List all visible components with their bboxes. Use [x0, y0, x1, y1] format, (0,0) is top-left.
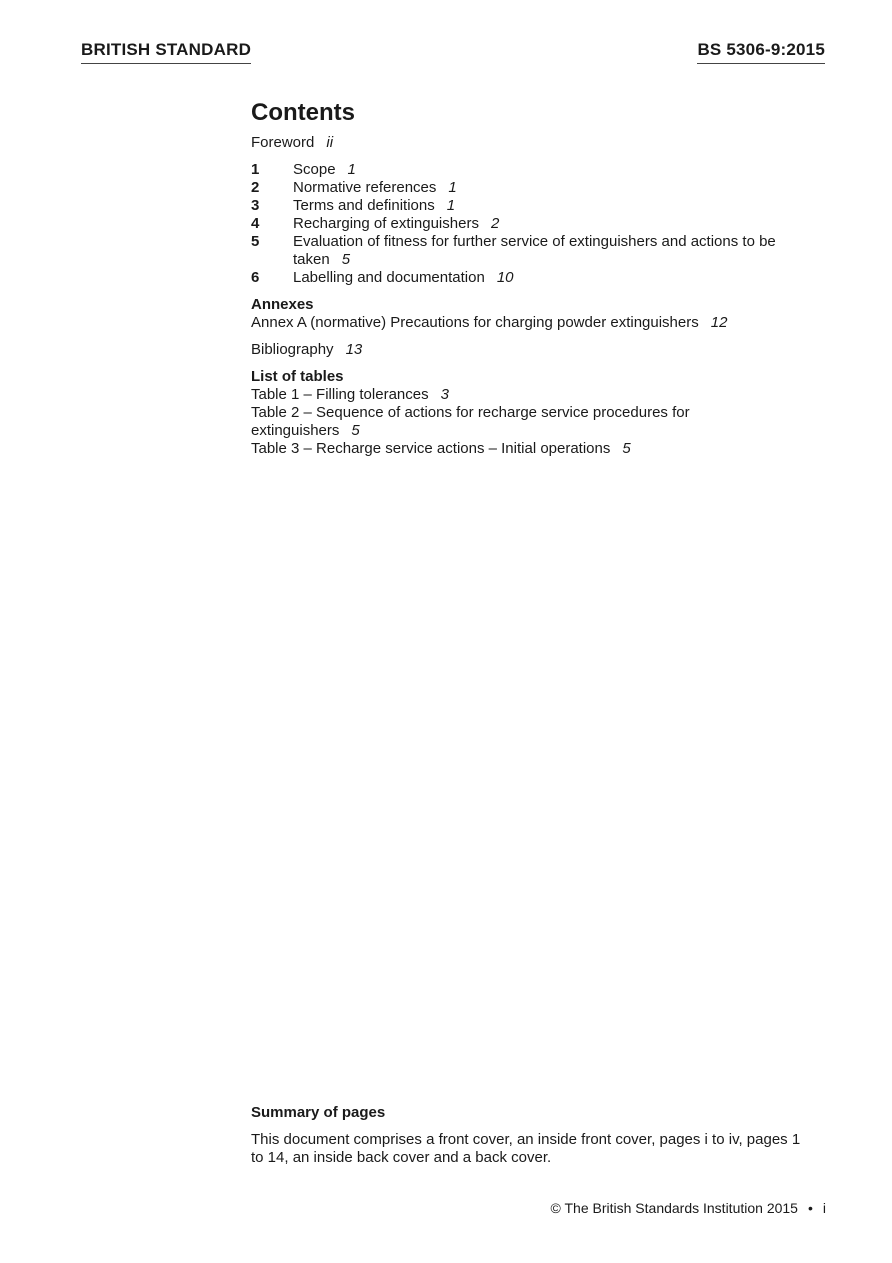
toc-clause-number: 6 — [251, 269, 260, 286]
toc-table-label: Table 3 – Recharge service actions – Initial operations — [251, 440, 611, 457]
toc-table-1[interactable] — [251, 386, 811, 404]
toc-bibliography[interactable] — [251, 341, 811, 359]
toc-clause-label: Labelling and documentation — [293, 269, 485, 286]
toc-table-label: Table 2 – Sequence of actions for recharge service procedures for extinguishers — [251, 404, 690, 439]
toc-annex-a[interactable] — [251, 314, 811, 332]
toc-clause-5[interactable] — [251, 233, 811, 269]
toc-clause-page: 1 — [347, 161, 356, 178]
toc-annex-label: Annex A (normative) Precautions for charging powder extinguishers — [251, 314, 699, 331]
toc-clause-number: 4 — [251, 215, 260, 232]
toc-clause-label: Recharging of extinguishers — [293, 215, 479, 232]
header-standard-number: BS 5306-9:2015 — [697, 40, 825, 64]
header-left-title: BRITISH STANDARD — [81, 40, 251, 64]
contents-title: Contents — [251, 99, 355, 126]
toc-annex-page: 12 — [710, 314, 728, 331]
toc-foreword-page: ii — [326, 134, 334, 151]
toc-clause-number: 5 — [251, 233, 260, 250]
toc-clause-label: Terms and definitions — [293, 197, 435, 214]
summary-text: This document comprises a front cover, an inside front cover, pages i to iv, pages 1 to 14, an inside back cover and a back cover. — [251, 1131, 801, 1166]
footer-bullet: • — [807, 1200, 813, 1216]
footer-copyright: © The British Standards Institution 2015 — [550, 1200, 798, 1216]
toc-table-3[interactable] — [251, 440, 811, 458]
toc-clause-4[interactable] — [251, 215, 811, 233]
toc-clause-page: 1 — [448, 179, 457, 196]
toc-clause-label: Evaluation of fitness for further service of extinguishers and actions to be taken — [293, 233, 776, 268]
toc-table-2[interactable] — [251, 404, 811, 440]
toc-foreword[interactable] — [251, 134, 811, 152]
toc-clause-number: 2 — [251, 179, 260, 196]
summary-of-pages — [251, 1104, 811, 1167]
contents-section — [251, 98, 811, 467]
toc-table-label: Table 1 – Filling tolerances — [251, 386, 429, 403]
toc-clause-1[interactable] — [251, 161, 811, 179]
toc-clause-2[interactable] — [251, 179, 811, 197]
toc-bibliography-label: Bibliography — [251, 341, 334, 358]
toc-clause-page: 2 — [490, 215, 500, 232]
toc-foreword-label: Foreword — [251, 134, 315, 151]
toc-clause-3[interactable] — [251, 197, 811, 215]
toc-clause-page: 5 — [341, 251, 351, 268]
toc-clause-number: 3 — [251, 197, 260, 214]
footer-page-number: i — [822, 1200, 826, 1216]
toc-annexes-heading: Annexes — [251, 296, 314, 313]
toc-clause-number: 1 — [251, 161, 260, 178]
toc-tables-heading: List of tables — [251, 368, 344, 385]
toc-table-page: 5 — [351, 422, 360, 439]
toc-table-page: 5 — [622, 440, 631, 457]
toc-annexes — [251, 296, 811, 332]
toc-clause-page: 10 — [496, 269, 514, 286]
toc-table-page: 3 — [440, 386, 449, 403]
page-footer — [551, 1199, 826, 1217]
toc-clause-6[interactable] — [251, 269, 811, 287]
toc-clause-label: Scope — [293, 161, 336, 178]
toc-list-of-tables — [251, 368, 811, 458]
toc-clause-page: 1 — [446, 197, 456, 214]
toc-clause-label: Normative references — [293, 179, 437, 196]
summary-heading: Summary of pages — [251, 1104, 386, 1121]
toc-clause-list — [251, 161, 811, 287]
toc-bibliography-page: 13 — [345, 341, 363, 358]
